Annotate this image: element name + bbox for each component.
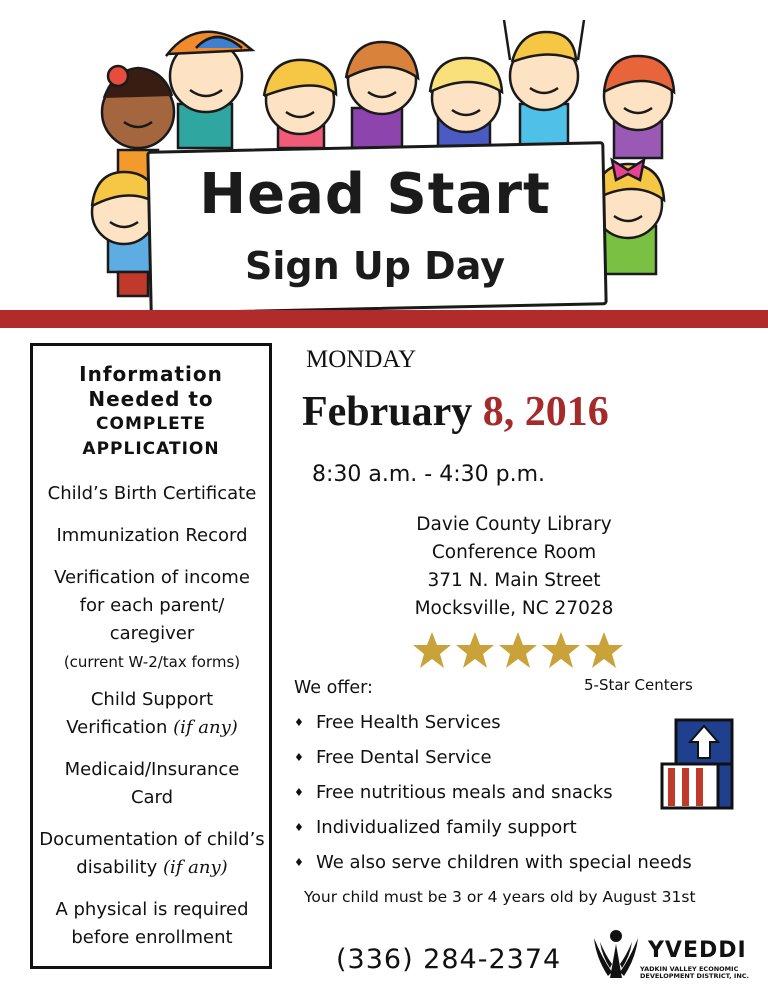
child-illustration — [504, 20, 584, 148]
star-caption: 5-Star Centers — [584, 676, 693, 694]
address-line: 371 N. Main Street — [427, 570, 601, 591]
child-illustration — [604, 56, 674, 158]
info-item-note: (current W-2/tax forms) — [63, 653, 241, 671]
yveddi-logo-text: YVEDDI — [648, 938, 747, 963]
info-item-text: Card — [130, 787, 174, 808]
info-item-text: Child’s Birth Certificate — [47, 483, 257, 504]
offer-item — [294, 747, 492, 768]
info-item-text: Medicaid/Insurance — [64, 759, 240, 780]
offer-item-text: Free Health Services — [316, 712, 501, 733]
info-item-child-support — [22, 686, 282, 742]
info-item-text: before enrollment — [71, 927, 233, 948]
info-item-text: A physical is required — [55, 899, 249, 920]
info-item-disability — [22, 826, 282, 882]
info-item-text — [22, 854, 282, 882]
star-icon — [413, 632, 451, 668]
event-time: 8:30 a.m. - 4:30 p.m. — [312, 462, 545, 487]
info-item-text: Documentation of child’s — [39, 829, 265, 850]
star-icon — [499, 632, 537, 668]
star-icon — [542, 632, 580, 668]
offer-item — [294, 712, 501, 733]
diamond-bullet-icon: ♦ — [294, 716, 304, 729]
page-title: Head Start — [199, 162, 551, 227]
info-item-text: caregiver — [109, 623, 195, 644]
event-day: MONDAY — [306, 346, 417, 373]
offer-item-text: Free nutritious meals and snacks — [316, 782, 613, 803]
info-item-medicaid — [22, 756, 282, 812]
info-heading-line: COMPLETE — [96, 414, 206, 434]
child-illustration — [430, 58, 502, 148]
info-item-income-verification — [22, 564, 282, 676]
star-icon — [456, 632, 494, 668]
star-rating — [412, 630, 624, 670]
info-item-birth-certificate — [22, 480, 282, 508]
info-item-text: Child Support — [90, 689, 214, 710]
info-item-qualifier: (if any) — [163, 857, 228, 878]
info-item-text: Verification — [66, 717, 168, 738]
info-heading-line: Needed to — [88, 387, 214, 411]
offer-item — [294, 852, 692, 873]
head-start-blocks-logo — [658, 716, 736, 812]
child-illustration — [166, 32, 252, 148]
info-heading — [30, 362, 272, 462]
info-item-text: for each parent/ — [79, 595, 225, 616]
diamond-bullet-icon: ♦ — [294, 751, 304, 764]
info-heading-line: Information — [79, 362, 223, 386]
child-illustration — [346, 42, 418, 148]
page-subtitle: Sign Up Day — [245, 244, 505, 288]
diamond-bullet-icon: ♦ — [294, 786, 304, 799]
info-heading-line: APPLICATION — [82, 439, 220, 459]
offer-item-text: Individualized family support — [316, 817, 577, 838]
event-month: February — [302, 389, 473, 435]
divider-band — [0, 310, 768, 328]
diamond-bullet-icon: ♦ — [294, 821, 304, 834]
info-item-text: Verification of income — [54, 567, 250, 588]
address-line: Conference Room — [431, 542, 597, 563]
info-item-physical — [22, 896, 282, 952]
age-requirement-note: Your child must be 3 or 4 years old by August 31st — [304, 888, 696, 906]
phone-number: (336) 284-2374 — [336, 944, 562, 975]
star-icon — [585, 632, 623, 668]
info-item-text — [22, 714, 282, 742]
event-day-year: 8, 2016 — [482, 389, 609, 435]
offer-item — [294, 817, 577, 838]
address-line: Davie County Library — [416, 514, 612, 535]
address-line: Mocksville, NC 27028 — [414, 598, 614, 619]
offer-item-text: We also serve children with special needs — [316, 852, 692, 873]
offers-label: We offer: — [294, 678, 373, 698]
info-item-text: Immunization Record — [56, 525, 248, 546]
offer-item — [294, 782, 613, 803]
yveddi-logo-subtitle: YADKIN VALLEY ECONOMIC DEVELOPMENT DISTRICT, INC. — [640, 965, 750, 980]
yveddi-logo-icon — [592, 928, 640, 980]
info-item-immunization — [22, 522, 282, 550]
info-item-qualifier: (if any) — [173, 717, 238, 738]
child-illustration — [264, 60, 336, 148]
offer-item-text: Free Dental Service — [316, 747, 492, 768]
diamond-bullet-icon: ♦ — [294, 856, 304, 869]
info-item-text: disability — [76, 857, 158, 878]
event-date — [302, 388, 609, 436]
